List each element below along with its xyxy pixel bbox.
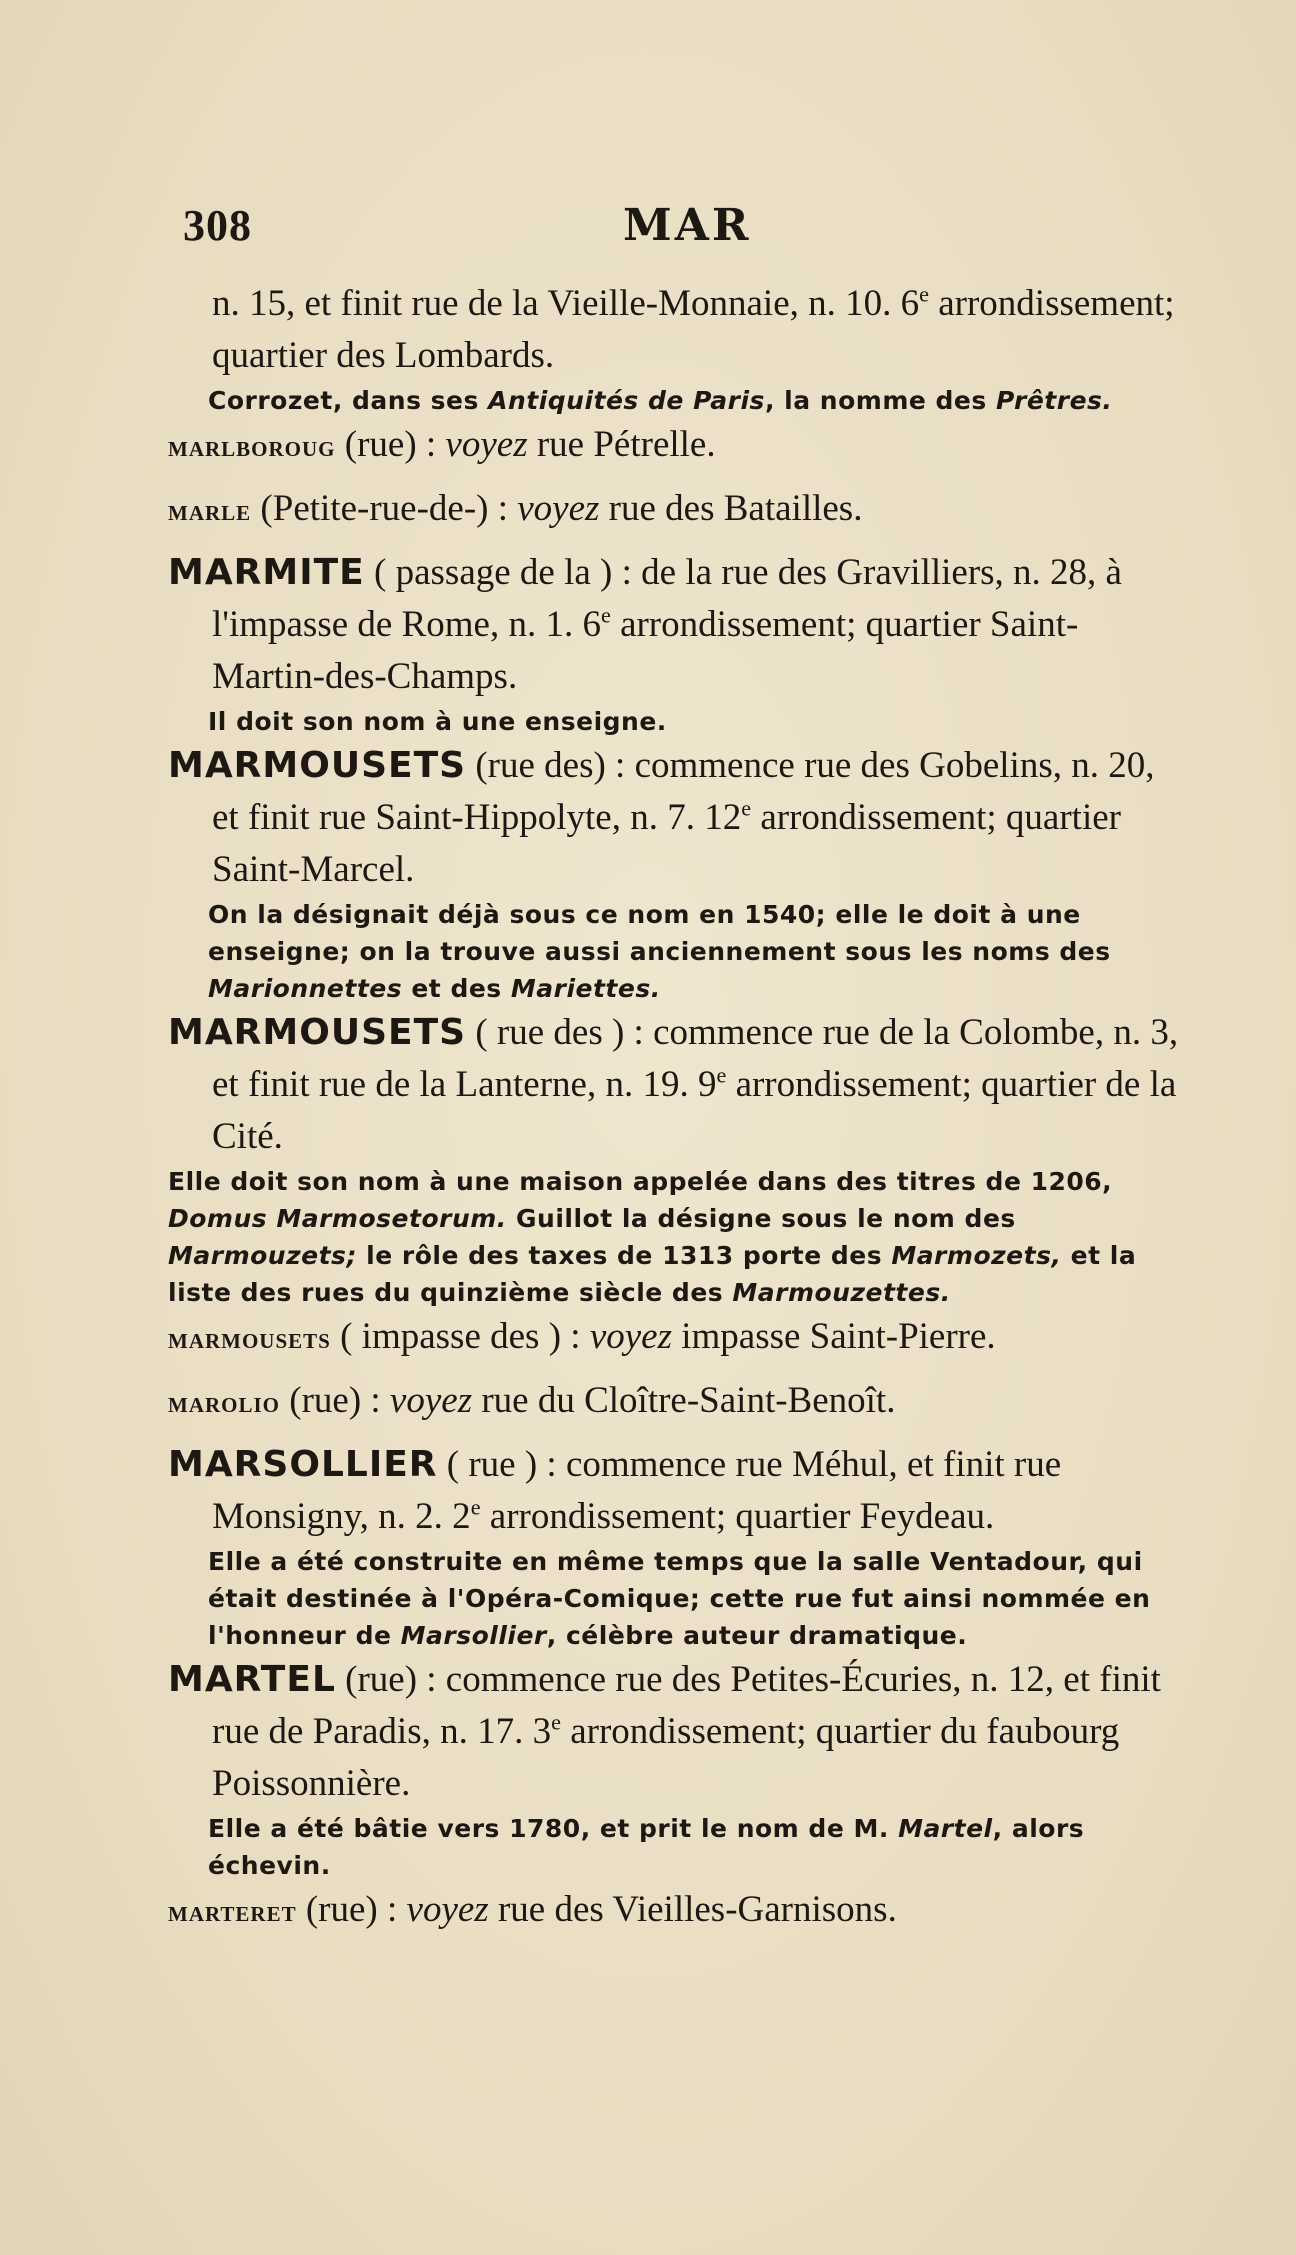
entry-martel	[168, 1654, 1188, 1884]
dictionary-column	[168, 278, 1188, 1938]
page-header	[183, 200, 1113, 260]
entry-text: marteret (rue) : voyez rue des Vieilles-Garnisons.	[168, 1889, 897, 1930]
entry-text: marmousets ( impasse des ) : voyez impasse Saint-Pierre.	[168, 1316, 996, 1357]
entry-marmousets-1	[168, 740, 1188, 1007]
entry-text: marlboroug (rue) : voyez rue Pétrelle.	[168, 424, 716, 465]
entry-text: MARMITE ( passage de la ) : de la rue des Gravilliers, n. 28, à l'impasse de Rome, n. 1. 6e arrondissement; quartier Saint-Martin-des-Champs.	[168, 552, 1122, 697]
entry-marteret	[168, 1884, 1188, 1938]
entry-text: marolio (rue) : voyez rue du Cloître-Saint-Benoît.	[168, 1380, 896, 1421]
headword: marlboroug	[168, 430, 336, 463]
entry-continuation	[168, 278, 1188, 419]
page-number: 308	[183, 201, 252, 250]
entry-note: Elle a été construite en même temps que la salle Ventadour, qui était destinée à l'Opéra-Comique; cette rue fut ainsi nommée en l'honneur de Marsollier, célèbre auteur dramatique.	[208, 1547, 1151, 1650]
headword: marolio	[168, 1386, 280, 1419]
entry-marolio	[168, 1375, 1188, 1429]
entry-note: Elle doit son nom à une maison appelée dans des titres de 1206, Domus Marmosetorum. Guillot la désigne sous le nom des Marmouzets; le rôle des taxes de 1313 porte des Marmozets, et la liste des rues du quinzième siècle des Marmouzettes.	[168, 1167, 1137, 1307]
headword: MARMOUSETS	[168, 1012, 467, 1053]
entry-marmousets-impasse	[168, 1311, 1188, 1365]
headword: marle	[168, 494, 252, 527]
entry-text: n. 15, et finit rue de la Vieille-Monnaie, n. 10. 6e arrondissement; quartier des Lombards.	[212, 281, 1175, 376]
entry-marle	[168, 483, 1188, 537]
entry-marmousets-2	[168, 1007, 1188, 1311]
headword: MARMOUSETS	[168, 745, 467, 786]
entry-text: MARTEL (rue) : commence rue des Petites-Écuries, n. 12, et finit rue de Paradis, n. 17. 3e arrondissement; quartier du faubourg Poissonnière.	[168, 1659, 1161, 1804]
entry-text: MARMOUSETS ( rue des ) : commence rue de la Colombe, n. 3, et finit rue de la Lanterne, n. 19. 9e arrondissement; quartier de la Cité.	[168, 1012, 1179, 1157]
entry-note: Elle a été bâtie vers 1780, et prit le nom de M. Martel, alors échevin.	[208, 1814, 1085, 1880]
entry-marlboroug	[168, 419, 1188, 473]
headword: MARMITE	[168, 552, 365, 593]
entry-note: Il doit son nom à une enseigne.	[208, 707, 667, 736]
entry-marmite	[168, 547, 1188, 740]
entry-text: MARMOUSETS (rue des) : commence rue des Gobelins, n. 20, et finit rue Saint-Hippolyte, n. 7. 12e arrondissement; quartier Saint-Marcel.	[168, 745, 1155, 890]
headword: MARTEL	[168, 1659, 336, 1700]
running-head: MAR	[623, 200, 752, 251]
headword: marmousets	[168, 1322, 331, 1355]
entry-text: marle (Petite-rue-de-) : voyez rue des Batailles.	[168, 488, 863, 529]
entry-text: MARSOLLIER ( rue ) : commence rue Méhul, et finit rue Monsigny, n. 2. 2e arrondissement; quartier Feydeau.	[168, 1444, 1062, 1537]
headword: MARSOLLIER	[168, 1444, 438, 1485]
entry-note: On la désignait déjà sous ce nom en 1540; elle le doit à une enseigne; on la trouve aussi anciennement sous les noms des Marionnettes et des Mariettes.	[208, 900, 1111, 1003]
headword: marteret	[168, 1895, 297, 1928]
entry-marsollier	[168, 1439, 1188, 1654]
entry-note: Corrozet, dans ses Antiquités de Paris, la nomme des Prêtres.	[208, 386, 1113, 415]
